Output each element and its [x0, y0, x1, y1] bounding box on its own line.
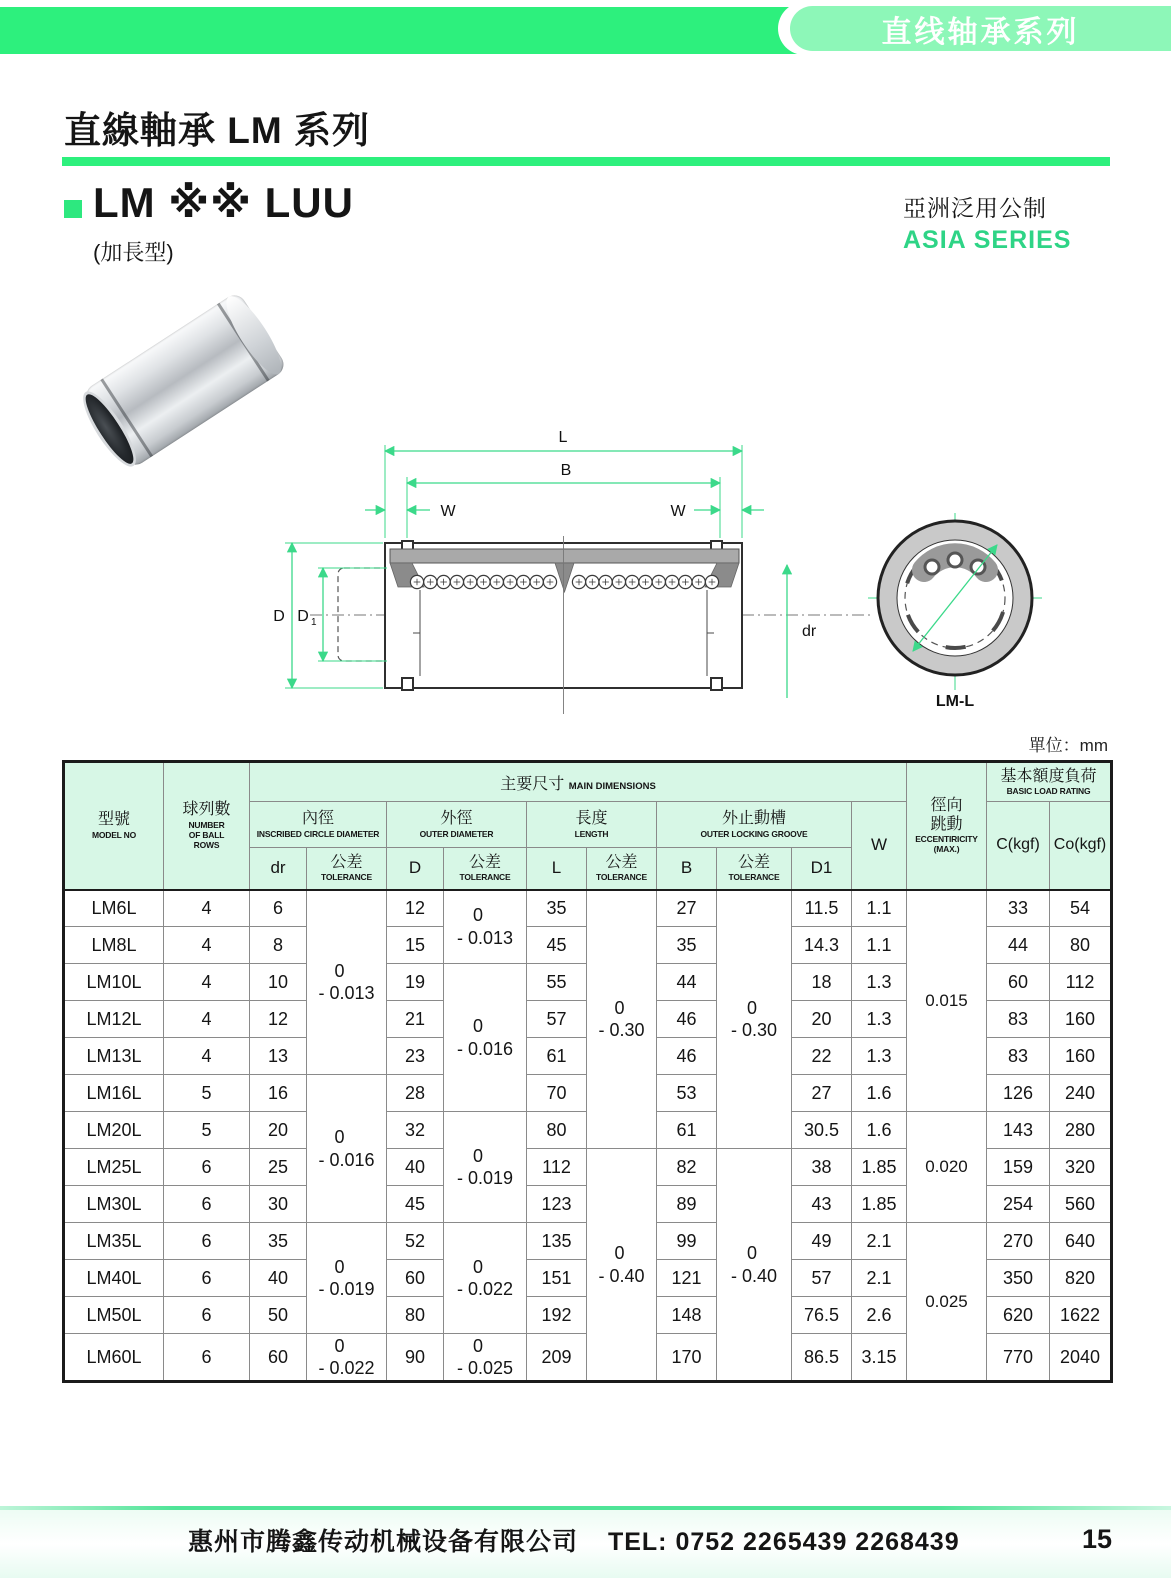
cell-co: 560 [1050, 1186, 1112, 1223]
cell-d: 23 [387, 1038, 444, 1075]
title-underline [62, 157, 1110, 166]
cell-co: 320 [1050, 1149, 1112, 1186]
ecc-merged-cell: 0.020 [907, 1112, 987, 1223]
cell-d: 60 [387, 1260, 444, 1297]
cell-c: 83 [987, 1038, 1050, 1075]
cell-model: LM25L [64, 1149, 164, 1186]
cell-w: 1.85 [852, 1149, 907, 1186]
product-photo [78, 296, 290, 466]
cell-ball-rows: 4 [164, 927, 250, 964]
cell-b: 148 [657, 1297, 717, 1334]
cell-c: 254 [987, 1186, 1050, 1223]
cell-b: 46 [657, 1001, 717, 1038]
cell-model: LM60L [64, 1334, 164, 1382]
cell-b: 46 [657, 1038, 717, 1075]
cell-w: 3.15 [852, 1334, 907, 1382]
cell-model: LM6L [64, 890, 164, 927]
ecc-merged-cell: 0.015 [907, 890, 987, 1112]
col-header-ball-rows [164, 762, 250, 890]
d_tol-merged-cell: 0 - 0.016 [444, 964, 527, 1112]
cell-ball-rows: 4 [164, 964, 250, 1001]
col-header-model [64, 762, 164, 890]
table-row [64, 890, 1112, 927]
cell-l: 192 [527, 1297, 587, 1334]
ecc-header-en1: ECCENTIRICITY [915, 833, 978, 844]
cell-b: 44 [657, 964, 717, 1001]
end-view-label: LM-L [935, 693, 975, 710]
cell-ball-rows: 6 [164, 1334, 250, 1382]
cell-l: 151 [527, 1260, 587, 1297]
cell-b: 170 [657, 1334, 717, 1382]
ball-rows-header-en3: ROWS [193, 840, 220, 851]
cell-c: 83 [987, 1001, 1050, 1038]
cell-l: 61 [527, 1038, 587, 1075]
dr_tol-merged-cell: 0 - 0.013 [307, 890, 387, 1075]
b_tol-merged-cell: 0 - 0.30 [717, 890, 792, 1149]
ball-rows-header-en2: OF BALL [188, 829, 225, 840]
cell-d: 19 [387, 964, 444, 1001]
side-view [273, 429, 870, 714]
cell-b: 61 [657, 1112, 717, 1149]
cell-w: 1.1 [852, 890, 907, 927]
ecc-header-en2: (MAX.) [933, 844, 960, 855]
col-header-b-tolerance: 公差 TOLERANCE [717, 848, 792, 890]
col-header-main-dimensions [250, 762, 907, 802]
cell-ball-rows: 4 [164, 1001, 250, 1038]
dim-label-W-left: W [440, 503, 456, 520]
inner-dia-zh: 內徑 [301, 810, 334, 828]
cell-co: 54 [1050, 890, 1112, 927]
cell-d1: 14.3 [792, 927, 852, 964]
cell-model: LM40L [64, 1260, 164, 1297]
b_tol-merged-cell: 0 - 0.40 [717, 1149, 792, 1382]
dim-label-B: B [560, 462, 572, 479]
cell-c: 159 [987, 1149, 1050, 1186]
cell-l: 123 [527, 1186, 587, 1223]
col-header-co: Co(kgf) [1050, 802, 1112, 890]
cell-d1: 11.5 [792, 890, 852, 927]
d_tol-merged-cell: 0 - 0.022 [444, 1223, 527, 1334]
top-banner-tab [790, 6, 1171, 51]
end-view [868, 513, 1042, 710]
dim-label-D1-subscript: 1 [311, 617, 317, 628]
company-tel: TEL: 0752 2265439 2268439 [607, 1528, 960, 1556]
cell-w: 1.6 [852, 1112, 907, 1149]
cell-co: 280 [1050, 1112, 1112, 1149]
series-name-zh: 亞洲泛用公制 [903, 195, 1047, 221]
main-dims-zh: 主要尺寸 [500, 775, 565, 793]
cell-ball-rows: 4 [164, 1038, 250, 1075]
cell-d: 80 [387, 1297, 444, 1334]
cell-model: LM16L [64, 1075, 164, 1112]
col-header-basic-load [987, 762, 1112, 802]
cell-c: 44 [987, 927, 1050, 964]
cell-dr: 16 [250, 1075, 307, 1112]
cell-d: 90 [387, 1334, 444, 1382]
cell-model: LM30L [64, 1186, 164, 1223]
cell-dr: 8 [250, 927, 307, 964]
cell-c: 620 [987, 1297, 1050, 1334]
groove-zh: 外止動槽 [721, 810, 786, 828]
ecc-header-zh2: 跳動 [930, 815, 963, 833]
page-title: 直線軸承 LM 系列 [64, 110, 370, 151]
col-header-d1: D1 [792, 848, 852, 890]
model-heading: LM ※※ LUU [93, 179, 354, 226]
dim-label-dr: dr [802, 623, 817, 640]
cell-co: 2040 [1050, 1334, 1112, 1382]
cell-b: 82 [657, 1149, 717, 1186]
cell-dr: 6 [250, 890, 307, 927]
locking-groove-notch [711, 678, 722, 690]
cell-d: 32 [387, 1112, 444, 1149]
cell-b: 121 [657, 1260, 717, 1297]
col-header-l: L [527, 848, 587, 890]
table-body [64, 890, 1112, 1382]
bearing-cylinder [82, 291, 288, 469]
dim-label-W-right: W [670, 503, 686, 520]
cell-b: 35 [657, 927, 717, 964]
series-name-en: ASIA SERIES [903, 226, 1072, 254]
cell-model: LM12L [64, 1001, 164, 1038]
cell-l: 55 [527, 964, 587, 1001]
col-header-w: W [852, 802, 907, 890]
col-header-dr: dr [250, 848, 307, 890]
inner-dia-en: INSCRIBED CIRCLE DIAMETER [256, 828, 380, 839]
cell-d1: 86.5 [792, 1334, 852, 1382]
cell-l: 57 [527, 1001, 587, 1038]
cell-dr: 12 [250, 1001, 307, 1038]
cell-d1: 76.5 [792, 1297, 852, 1334]
cell-d1: 18 [792, 964, 852, 1001]
cell-w: 1.3 [852, 964, 907, 1001]
ball-rows-header-en1: NUMBER [188, 819, 225, 830]
cell-dr: 25 [250, 1149, 307, 1186]
d_tol-merged-cell: 0 - 0.025 [444, 1334, 527, 1382]
cell-d1: 20 [792, 1001, 852, 1038]
model-variant-note: (加長型) [93, 240, 174, 265]
l_tol-merged-cell: 0 - 0.30 [587, 890, 657, 1149]
dim-label-D1: D [297, 608, 309, 625]
green-square-bullet [64, 200, 82, 218]
cell-d: 40 [387, 1149, 444, 1186]
cell-d: 12 [387, 890, 444, 927]
cell-dr: 30 [250, 1186, 307, 1223]
col-header-eccentricity [907, 762, 987, 890]
cell-model: LM10L [64, 964, 164, 1001]
groove-en: OUTER LOCKING GROOVE [700, 828, 808, 839]
cell-w: 2.1 [852, 1260, 907, 1297]
cell-w: 1.3 [852, 1038, 907, 1075]
cell-co: 1622 [1050, 1297, 1112, 1334]
col-header-b: B [657, 848, 717, 890]
series-tab-label: 直线轴承系列 [881, 15, 1080, 49]
cell-co: 640 [1050, 1223, 1112, 1260]
cell-dr: 35 [250, 1223, 307, 1260]
cell-dr: 13 [250, 1038, 307, 1075]
company-name: 惠州市腾鑫传动机械设备有限公司 [188, 1528, 579, 1556]
cell-w: 2.6 [852, 1297, 907, 1334]
cell-w: 1.3 [852, 1001, 907, 1038]
cell-co: 80 [1050, 927, 1112, 964]
cell-l: 135 [527, 1223, 587, 1260]
cell-w: 1.6 [852, 1075, 907, 1112]
cell-d: 45 [387, 1186, 444, 1223]
dr_tol-merged-cell: 0 - 0.016 [307, 1075, 387, 1223]
col-header-outer-diameter [387, 802, 527, 848]
cell-b: 89 [657, 1186, 717, 1223]
cell-model: LM35L [64, 1223, 164, 1260]
cell-w: 1.1 [852, 927, 907, 964]
hidden-shaft [338, 568, 389, 661]
dr_tol-merged-cell: 0 - 0.022 [307, 1334, 387, 1382]
length-en: LENGTH [574, 828, 609, 839]
cell-l: 35 [527, 890, 587, 927]
dim-label-D: D [273, 608, 285, 625]
locking-groove-notch [402, 678, 413, 690]
cell-ball-rows: 5 [164, 1075, 250, 1112]
load-header-en: BASIC LOAD RATING [1006, 786, 1091, 797]
cell-dr: 60 [250, 1334, 307, 1382]
cell-ball-rows: 6 [164, 1223, 250, 1260]
model-header-zh: 型號 [97, 811, 130, 829]
d_tol-merged-cell: 0 - 0.019 [444, 1112, 527, 1223]
cell-w: 2.1 [852, 1223, 907, 1260]
cell-d1: 30.5 [792, 1112, 852, 1149]
cell-c: 143 [987, 1112, 1050, 1149]
ecc-merged-cell: 0.025 [907, 1223, 987, 1382]
col-header-length [527, 802, 657, 848]
cell-b: 27 [657, 890, 717, 927]
cell-ball-rows: 6 [164, 1297, 250, 1334]
dim-label-L: L [558, 429, 568, 446]
col-header-d-tolerance: 公差 TOLERANCE [444, 848, 527, 890]
cell-model: LM13L [64, 1038, 164, 1075]
col-header-dr-tolerance: 公差 TOLERANCE [307, 848, 387, 890]
cell-c: 33 [987, 890, 1050, 927]
cell-l: 45 [527, 927, 587, 964]
cell-c: 60 [987, 964, 1050, 1001]
load-header-zh: 基本額度負荷 [1000, 767, 1097, 785]
unit-note: 單位：mm [1028, 736, 1108, 755]
col-header-locking-groove [657, 802, 852, 848]
cell-model: LM20L [64, 1112, 164, 1149]
cell-w: 1.85 [852, 1186, 907, 1223]
col-header-l-tolerance: 公差 TOLERANCE [587, 848, 657, 890]
ecc-header-zh1: 徑向 [930, 797, 963, 815]
cell-dr: 40 [250, 1260, 307, 1297]
outer-dia-zh: 外徑 [440, 810, 473, 828]
cell-d1: 27 [792, 1075, 852, 1112]
cell-d: 15 [387, 927, 444, 964]
col-header-c: C(kgf) [987, 802, 1050, 890]
cell-d1: 49 [792, 1223, 852, 1260]
cell-d: 52 [387, 1223, 444, 1260]
cell-c: 350 [987, 1260, 1050, 1297]
cell-ball-rows: 6 [164, 1260, 250, 1297]
page-number: 15 [1082, 1524, 1113, 1554]
cell-dr: 50 [250, 1297, 307, 1334]
cell-co: 160 [1050, 1038, 1112, 1075]
cell-dr: 10 [250, 964, 307, 1001]
outer-dia-en: OUTER DIAMETER [419, 828, 494, 839]
cell-co: 112 [1050, 964, 1112, 1001]
cell-b: 53 [657, 1075, 717, 1112]
dr_tol-merged-cell: 0 - 0.019 [307, 1223, 387, 1334]
cell-c: 126 [987, 1075, 1050, 1112]
cell-co: 820 [1050, 1260, 1112, 1297]
model-header-en: MODEL NO [91, 829, 137, 840]
cylinder-end-cap [218, 290, 290, 381]
cell-d1: 43 [792, 1186, 852, 1223]
main-dims-en: MAIN DIMENSIONS [568, 780, 656, 792]
cell-model: LM50L [64, 1297, 164, 1334]
cell-d1: 57 [792, 1260, 852, 1297]
cell-d: 21 [387, 1001, 444, 1038]
footer-text [188, 1522, 960, 1558]
cell-d1: 38 [792, 1149, 852, 1186]
d_tol-merged-cell: 0 - 0.013 [444, 890, 527, 964]
cell-ball-rows: 6 [164, 1149, 250, 1186]
ball-retainer [390, 549, 739, 563]
col-header-d: D [387, 848, 444, 890]
ball-rows-header-zh: 球列數 [182, 801, 231, 819]
cell-d1: 22 [792, 1038, 852, 1075]
cell-ball-rows: 4 [164, 890, 250, 927]
cell-ball-rows: 6 [164, 1186, 250, 1223]
cell-model: LM8L [64, 927, 164, 964]
cell-d: 28 [387, 1075, 444, 1112]
technical-drawing [270, 418, 1090, 736]
cell-l: 80 [527, 1112, 587, 1149]
l_tol-merged-cell: 0 - 0.40 [587, 1149, 657, 1382]
cell-l: 209 [527, 1334, 587, 1382]
cell-co: 240 [1050, 1075, 1112, 1112]
dimensions-table [62, 760, 1113, 1383]
cell-dr: 20 [250, 1112, 307, 1149]
cell-c: 770 [987, 1334, 1050, 1382]
cell-ball-rows: 5 [164, 1112, 250, 1149]
cell-co: 160 [1050, 1001, 1112, 1038]
col-header-inner-diameter [250, 802, 387, 848]
cell-b: 99 [657, 1223, 717, 1260]
cell-l: 70 [527, 1075, 587, 1112]
cell-c: 270 [987, 1223, 1050, 1260]
length-zh: 長度 [575, 810, 608, 828]
cell-l: 112 [527, 1149, 587, 1186]
